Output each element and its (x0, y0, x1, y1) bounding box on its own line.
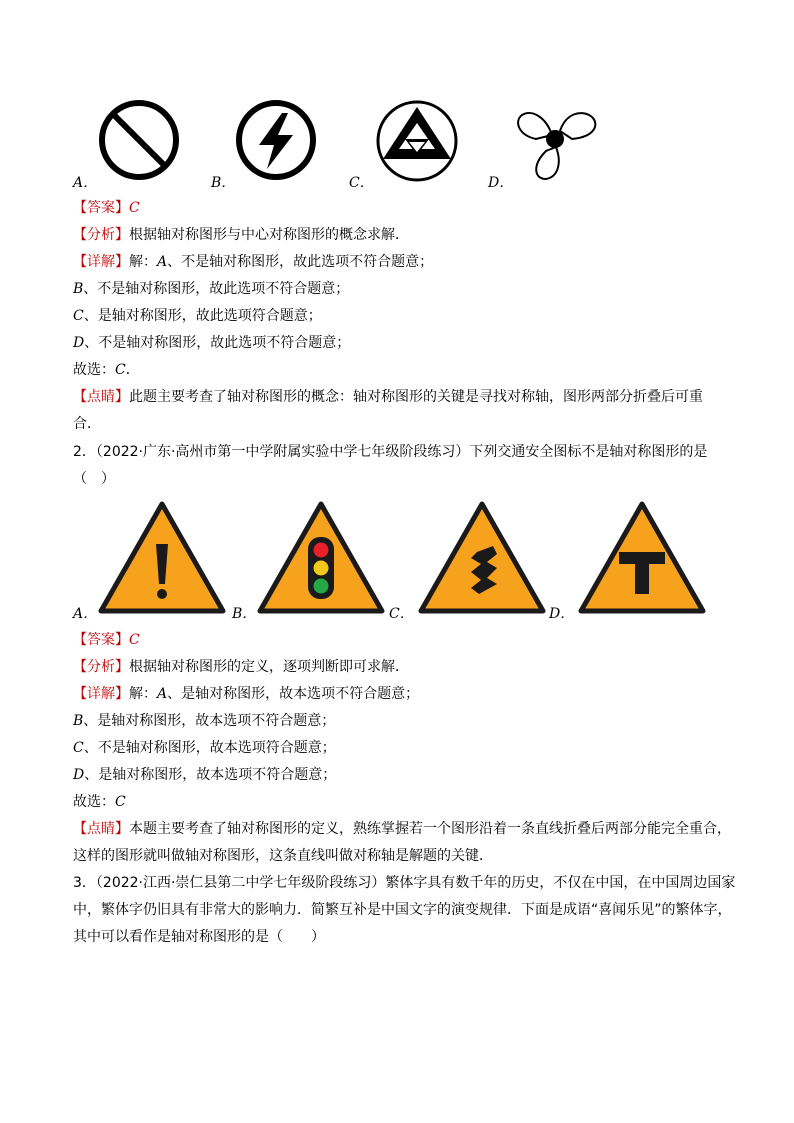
q3-stem-continued: 中，繁体字仍旧具有非常大的影响力．简繁互补是中国文字的演变规律．下面是成语“喜闻乐见”的繁体字， (73, 902, 732, 918)
q2-comment-continued: 这样的图形就叫做轴对称图形，这条直线叫做对称轴是解题的关键． (73, 848, 493, 864)
q1-detail-line: 【详解】解：A、不是轴对称图形，故此选项不符合题意； (73, 254, 434, 270)
q2-detail-line: C、不是轴对称图形，故本选项符合题意； (73, 740, 336, 756)
q1-option-d-label: D． (488, 175, 514, 191)
option-c-zigzag-sign-icon (417, 500, 547, 615)
q2-stem-continued: （ ） (73, 471, 115, 487)
q2-option-b-label: B． (232, 606, 257, 622)
q2-detail-line: 【详解】解：A、是轴对称图形，故本选项不符合题意； (73, 686, 420, 702)
option-b-traffic-light-sign-icon (256, 500, 386, 615)
q1-detail-line: B、不是轴对称图形，故此选项不符合题意； (73, 281, 350, 297)
q1-option-b-label: B． (211, 175, 236, 191)
q2-detail-line: B、是轴对称图形，故本选项不符合题意； (73, 713, 336, 729)
q1-detail-line: C、是轴对称图形，故此选项符合题意； (73, 308, 322, 324)
q2-comment: 【点睛】本题主要考查了轴对称图形的定义，熟练掌握若一个图形沿着一条直线折叠后两部分能完全重合， (73, 821, 731, 837)
q2-option-a-label: A． (73, 606, 98, 622)
option-d-fan-icon (512, 107, 602, 183)
option-a-no-entry-icon (98, 99, 180, 181)
q3-stem-continued: 其中可以看作是轴对称图形的是（ ） (73, 929, 325, 945)
option-a-exclamation-sign-icon (97, 500, 227, 615)
q3-stem: 3．（2022·江西·崇仁县第二中学七年级阶段练习）繁体字具有数千年的历史，不仅在中国，在中国周边国家 (73, 875, 736, 891)
q1-comment-continued: 合． (73, 416, 101, 432)
option-b-lightning-icon (235, 99, 317, 181)
option-d-t-junction-sign-icon (577, 500, 707, 615)
q2-analysis: 【分析】根据轴对称图形的定义，逐项判断即可求解． (73, 659, 409, 675)
q2-option-c-label: C． (389, 606, 414, 622)
q2-detail-line: D、是轴对称图形，故本选项不符合题意； (73, 767, 337, 783)
q1-option-a-label: A． (73, 175, 98, 191)
q2-option-d-label: D． (549, 606, 575, 622)
option-c-triangle-circle-icon (375, 99, 459, 183)
q1-option-c-label: C． (349, 175, 374, 191)
q2-choose: 故选：C (73, 794, 126, 810)
q2-stem: 2．（2022·广东·高州市第一中学附属实验中学七年级阶段练习）下列交通安全图标不是轴对称图形的是 (73, 444, 708, 460)
q1-comment: 【点睛】此题主要考查了轴对称图形的概念：轴对称图形的关键是寻找对称轴，图形两部分折叠后可重 (73, 389, 703, 405)
q1-answer: 【答案】C (73, 200, 140, 216)
q1-detail-line: D、不是轴对称图形，故此选项不符合题意； (73, 335, 351, 351)
q2-answer: 【答案】C (73, 632, 140, 648)
q1-analysis: 【分析】根据轴对称图形与中心对称图形的概念求解． (73, 227, 409, 243)
q1-choose: 故选：C． (73, 362, 140, 378)
